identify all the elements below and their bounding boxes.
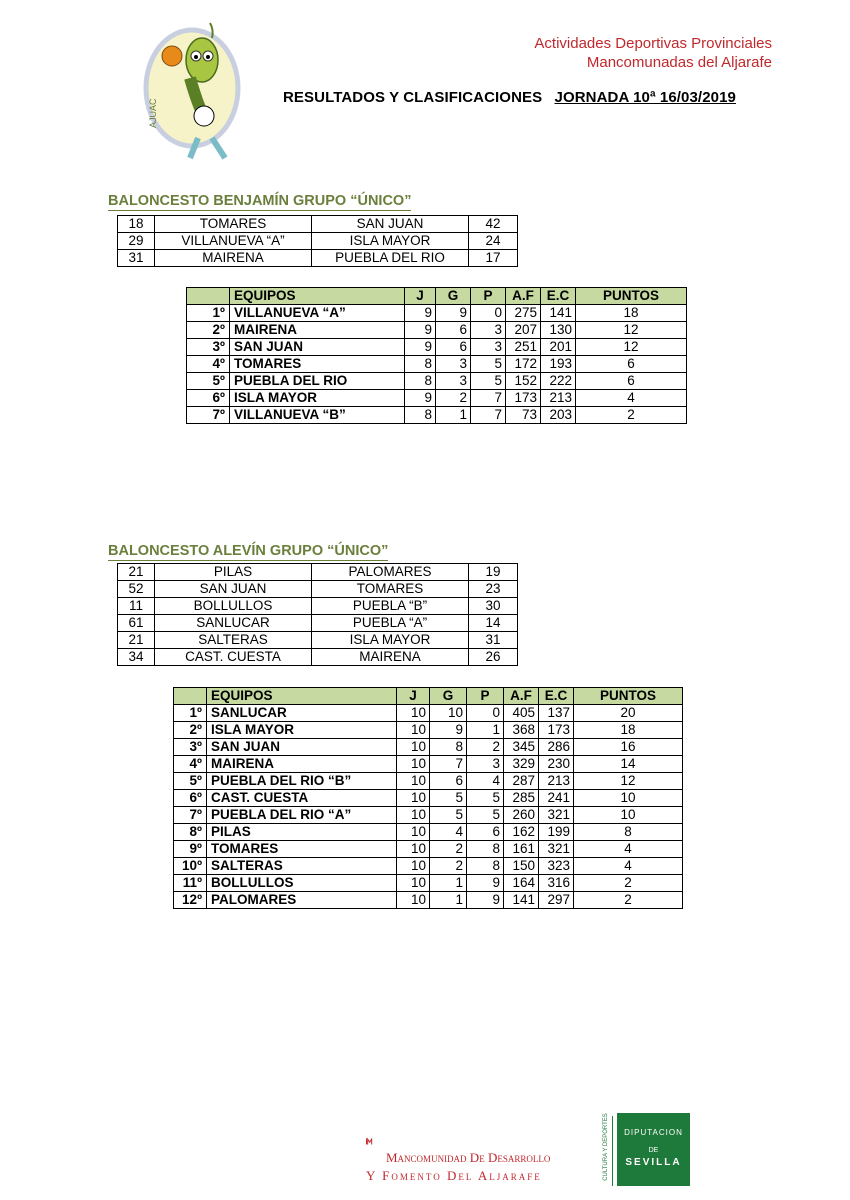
team-name: PILAS xyxy=(207,824,397,841)
played: 8 xyxy=(405,356,436,373)
points: 2 xyxy=(576,407,687,424)
played: 10 xyxy=(397,892,430,909)
points: 14 xyxy=(574,756,683,773)
away-team: PALOMARES xyxy=(312,564,469,581)
played: 8 xyxy=(405,407,436,424)
points-against: 321 xyxy=(539,807,574,824)
played: 10 xyxy=(397,773,430,790)
position: 5º xyxy=(187,373,230,390)
standings-header-row xyxy=(187,288,687,305)
away-score: 24 xyxy=(469,233,518,250)
home-team: SAN JUAN xyxy=(155,581,312,598)
position: 4º xyxy=(187,356,230,373)
points: 20 xyxy=(574,705,683,722)
played: 10 xyxy=(397,705,430,722)
home-score: 21 xyxy=(118,564,155,581)
benjamin-results-table xyxy=(117,215,518,267)
lost: 8 xyxy=(467,858,504,875)
team-name: MAIRENA xyxy=(207,756,397,773)
points-against: 199 xyxy=(539,824,574,841)
team-name: TOMARES xyxy=(207,841,397,858)
results-body xyxy=(118,216,518,267)
won: 9 xyxy=(436,305,471,322)
team-name: PUEBLA DEL RIO “A” xyxy=(207,807,397,824)
played: 10 xyxy=(397,858,430,875)
won: 4 xyxy=(430,824,467,841)
position: 7º xyxy=(174,807,207,824)
standings-row xyxy=(174,773,683,790)
standings-row xyxy=(174,739,683,756)
won: 7 xyxy=(430,756,467,773)
result-row xyxy=(118,598,518,615)
diputacion-line-3: SEVILLA xyxy=(625,1157,682,1168)
away-score: 30 xyxy=(469,598,518,615)
position: 1º xyxy=(187,305,230,322)
lost: 5 xyxy=(467,790,504,807)
lost: 2 xyxy=(467,739,504,756)
lost: 0 xyxy=(471,305,506,322)
standings-row xyxy=(187,390,687,407)
won: 1 xyxy=(436,407,471,424)
home-team: PILAS xyxy=(155,564,312,581)
team-name: PUEBLA DEL RIO xyxy=(230,373,405,390)
won: 6 xyxy=(436,339,471,356)
standings-row xyxy=(174,790,683,807)
home-score: 18 xyxy=(118,216,155,233)
won: 2 xyxy=(430,841,467,858)
away-score: 23 xyxy=(469,581,518,598)
points: 12 xyxy=(576,339,687,356)
home-team: CAST. CUESTA xyxy=(155,649,312,666)
results-body xyxy=(118,564,518,666)
won: 5 xyxy=(430,807,467,824)
played: 8 xyxy=(405,373,436,390)
points-against: 203 xyxy=(541,407,576,424)
points-against: 193 xyxy=(541,356,576,373)
won: 10 xyxy=(430,705,467,722)
home-score: 61 xyxy=(118,615,155,632)
position: 7º xyxy=(187,407,230,424)
home-score: 52 xyxy=(118,581,155,598)
away-score: 14 xyxy=(469,615,518,632)
points: 18 xyxy=(574,722,683,739)
points-against: 213 xyxy=(541,390,576,407)
points-against: 137 xyxy=(539,705,574,722)
away-score: 26 xyxy=(469,649,518,666)
won: 3 xyxy=(436,356,471,373)
standings-body xyxy=(187,305,687,424)
home-score: 11 xyxy=(118,598,155,615)
points-against: 213 xyxy=(539,773,574,790)
org-line-1: Actividades Deportivas Provinciales xyxy=(534,35,772,52)
team-name: BOLLULLOS xyxy=(207,875,397,892)
points-against: 241 xyxy=(539,790,574,807)
standings-row xyxy=(187,322,687,339)
points: 12 xyxy=(576,322,687,339)
points-for: 207 xyxy=(506,322,541,339)
lost: 5 xyxy=(471,356,506,373)
team-name: CAST. CUESTA xyxy=(207,790,397,807)
position: 9º xyxy=(174,841,207,858)
column-header-puntos: PUNTOS xyxy=(576,288,687,305)
points-for: 405 xyxy=(504,705,539,722)
won: 5 xyxy=(430,790,467,807)
result-row xyxy=(118,233,518,250)
column-header-ec: E.C xyxy=(539,688,574,705)
won: 3 xyxy=(436,373,471,390)
points-against: 222 xyxy=(541,373,576,390)
standings-row xyxy=(174,892,683,909)
standings-row xyxy=(174,722,683,739)
position: 10º xyxy=(174,858,207,875)
points-for: 152 xyxy=(506,373,541,390)
lost: 5 xyxy=(471,373,506,390)
lost: 6 xyxy=(467,824,504,841)
points-against: 130 xyxy=(541,322,576,339)
position: 3º xyxy=(174,739,207,756)
standings-row xyxy=(174,824,683,841)
standings-row xyxy=(174,705,683,722)
won: 2 xyxy=(430,858,467,875)
benjamin-section-title: BALONCESTO BENJAMÍN GRUPO “ÚNICO” xyxy=(108,193,412,209)
points-against: 230 xyxy=(539,756,574,773)
points-for: 164 xyxy=(504,875,539,892)
result-row xyxy=(118,615,518,632)
diputacion-line-2: DE xyxy=(648,1147,659,1154)
column-header-equipos: EQUIPOS xyxy=(207,688,397,705)
won: 6 xyxy=(436,322,471,339)
team-name: VILLANUEVA “B” xyxy=(230,407,405,424)
points-against: 316 xyxy=(539,875,574,892)
played: 10 xyxy=(397,807,430,824)
played: 9 xyxy=(405,322,436,339)
away-team: TOMARES xyxy=(312,581,469,598)
lost: 4 xyxy=(467,773,504,790)
played: 9 xyxy=(405,305,436,322)
away-team: PUEBLA DEL RIO xyxy=(312,250,469,267)
organization-header xyxy=(534,34,772,72)
diputacion-line-1: DIPUTACION xyxy=(624,1128,683,1137)
column-header-p: P xyxy=(467,688,504,705)
played: 9 xyxy=(405,339,436,356)
standings-row xyxy=(174,756,683,773)
position: 2º xyxy=(174,722,207,739)
points: 10 xyxy=(574,790,683,807)
lost: 7 xyxy=(471,407,506,424)
home-team: SANLUCAR xyxy=(155,615,312,632)
home-team: BOLLULLOS xyxy=(155,598,312,615)
played: 10 xyxy=(397,875,430,892)
points-for: 285 xyxy=(504,790,539,807)
diputacion-logo xyxy=(617,1113,690,1186)
points-against: 286 xyxy=(539,739,574,756)
column-header-af: A.F xyxy=(506,288,541,305)
points: 4 xyxy=(574,858,683,875)
won: 8 xyxy=(430,739,467,756)
team-name: TOMARES xyxy=(230,356,405,373)
away-team: ISLA MAYOR xyxy=(312,632,469,649)
standings-row xyxy=(174,841,683,858)
points: 4 xyxy=(576,390,687,407)
standings-row xyxy=(187,356,687,373)
position: 11º xyxy=(174,875,207,892)
standings-row xyxy=(174,807,683,824)
position-header xyxy=(187,288,230,305)
standings-body xyxy=(174,705,683,909)
home-score: 34 xyxy=(118,649,155,666)
position: 5º xyxy=(174,773,207,790)
played: 9 xyxy=(405,390,436,407)
team-name: PUEBLA DEL RIO “B” xyxy=(207,773,397,790)
column-header-equipos: EQUIPOS xyxy=(230,288,405,305)
played: 10 xyxy=(397,841,430,858)
standings-row xyxy=(187,407,687,424)
document-title xyxy=(283,89,736,106)
title-text: RESULTADOS Y CLASIFICACIONES xyxy=(283,89,543,106)
alevin-section-title: BALONCESTO ALEVÍN GRUPO “ÚNICO” xyxy=(108,543,389,559)
played: 10 xyxy=(397,722,430,739)
points-for: 275 xyxy=(506,305,541,322)
played: 10 xyxy=(397,756,430,773)
points-for: 173 xyxy=(506,390,541,407)
jornada-date: JORNADA 10ª 16/03/2019 xyxy=(554,89,736,106)
lost: 7 xyxy=(471,390,506,407)
won: 1 xyxy=(430,875,467,892)
mancomunidad-line-1: Mancomunidad De Desarrollo xyxy=(386,1150,551,1165)
away-team: ISLA MAYOR xyxy=(312,233,469,250)
team-name: VILLANUEVA “A” xyxy=(230,305,405,322)
team-name: ISLA MAYOR xyxy=(207,722,397,739)
lost: 9 xyxy=(467,875,504,892)
away-team: PUEBLA “B” xyxy=(312,598,469,615)
standings-row xyxy=(187,305,687,322)
home-score: 21 xyxy=(118,632,155,649)
svg-text:AJUAC: AJUAC xyxy=(148,98,158,128)
points-for: 161 xyxy=(504,841,539,858)
points: 10 xyxy=(574,807,683,824)
points-against: 321 xyxy=(539,841,574,858)
home-team: VILLANUEVA “A” xyxy=(155,233,312,250)
away-score: 17 xyxy=(469,250,518,267)
alevin-results-table xyxy=(117,563,518,666)
won: 2 xyxy=(436,390,471,407)
points: 6 xyxy=(576,373,687,390)
lost: 9 xyxy=(467,892,504,909)
played: 10 xyxy=(397,790,430,807)
position: 1º xyxy=(174,705,207,722)
points-for: 368 xyxy=(504,722,539,739)
team-name: MAIRENA xyxy=(230,322,405,339)
standings-row xyxy=(174,858,683,875)
result-row xyxy=(118,250,518,267)
points-for: 287 xyxy=(504,773,539,790)
won: 1 xyxy=(430,892,467,909)
position: 4º xyxy=(174,756,207,773)
position: 3º xyxy=(187,339,230,356)
points-for: 345 xyxy=(504,739,539,756)
benjamin-standings-table xyxy=(186,287,687,424)
result-row xyxy=(118,564,518,581)
cultura-deportes-label: CULTURA Y DEPORTES xyxy=(598,1116,613,1186)
played: 10 xyxy=(397,824,430,841)
column-header-ec: E.C xyxy=(541,288,576,305)
points-for: 260 xyxy=(504,807,539,824)
points: 2 xyxy=(574,875,683,892)
standings-header-row xyxy=(174,688,683,705)
lost: 0 xyxy=(467,705,504,722)
home-score: 29 xyxy=(118,233,155,250)
team-name: SALTERAS xyxy=(207,858,397,875)
points-against: 297 xyxy=(539,892,574,909)
points-against: 173 xyxy=(539,722,574,739)
position: 6º xyxy=(187,390,230,407)
mascot-logo xyxy=(130,18,245,168)
position: 8º xyxy=(174,824,207,841)
lost: 3 xyxy=(467,756,504,773)
team-name: SAN JUAN xyxy=(230,339,405,356)
position-header xyxy=(174,688,207,705)
points: 18 xyxy=(576,305,687,322)
home-team: TOMARES xyxy=(155,216,312,233)
column-header-j: J xyxy=(397,688,430,705)
lost: 8 xyxy=(467,841,504,858)
column-header-af: A.F xyxy=(504,688,539,705)
result-row xyxy=(118,632,518,649)
points-against: 141 xyxy=(541,305,576,322)
away-team: PUEBLA “A” xyxy=(312,615,469,632)
team-name: SANLUCAR xyxy=(207,705,397,722)
won: 9 xyxy=(430,722,467,739)
points: 12 xyxy=(574,773,683,790)
team-name: PALOMARES xyxy=(207,892,397,909)
lost: 3 xyxy=(471,322,506,339)
points-for: 172 xyxy=(506,356,541,373)
standings-row xyxy=(187,373,687,390)
alevin-standings-table xyxy=(173,687,683,909)
points-for: 150 xyxy=(504,858,539,875)
column-header-g: G xyxy=(430,688,467,705)
points-for: 162 xyxy=(504,824,539,841)
lost: 5 xyxy=(467,807,504,824)
won: 6 xyxy=(430,773,467,790)
points-against: 323 xyxy=(539,858,574,875)
points: 16 xyxy=(574,739,683,756)
points-for: 251 xyxy=(506,339,541,356)
home-score: 31 xyxy=(118,250,155,267)
points: 2 xyxy=(574,892,683,909)
points-for: 329 xyxy=(504,756,539,773)
column-header-g: G xyxy=(436,288,471,305)
lost: 1 xyxy=(467,722,504,739)
position: 6º xyxy=(174,790,207,807)
points: 6 xyxy=(576,356,687,373)
points-against: 201 xyxy=(541,339,576,356)
away-score: 31 xyxy=(469,632,518,649)
column-header-p: P xyxy=(471,288,506,305)
standings-row xyxy=(174,875,683,892)
team-name: ISLA MAYOR xyxy=(230,390,405,407)
points-for: 73 xyxy=(506,407,541,424)
points-for: 141 xyxy=(504,892,539,909)
team-name: SAN JUAN xyxy=(207,739,397,756)
away-score: 19 xyxy=(469,564,518,581)
position: 12º xyxy=(174,892,207,909)
column-header-puntos: PUNTOS xyxy=(574,688,683,705)
played: 10 xyxy=(397,739,430,756)
away-team: SAN JUAN xyxy=(312,216,469,233)
result-row xyxy=(118,216,518,233)
away-team: MAIRENA xyxy=(312,649,469,666)
home-team: SALTERAS xyxy=(155,632,312,649)
column-header-j: J xyxy=(405,288,436,305)
away-score: 42 xyxy=(469,216,518,233)
result-row xyxy=(118,649,518,666)
lost: 3 xyxy=(471,339,506,356)
points: 8 xyxy=(574,824,683,841)
org-line-2: Mancomunadas del Aljarafe xyxy=(586,54,772,71)
mancomunidad-line-2: Y Fomento Del Aljarafe xyxy=(366,1168,542,1183)
home-team: MAIRENA xyxy=(155,250,312,267)
position: 2º xyxy=(187,322,230,339)
standings-row xyxy=(187,339,687,356)
result-row xyxy=(118,581,518,598)
points: 4 xyxy=(574,841,683,858)
